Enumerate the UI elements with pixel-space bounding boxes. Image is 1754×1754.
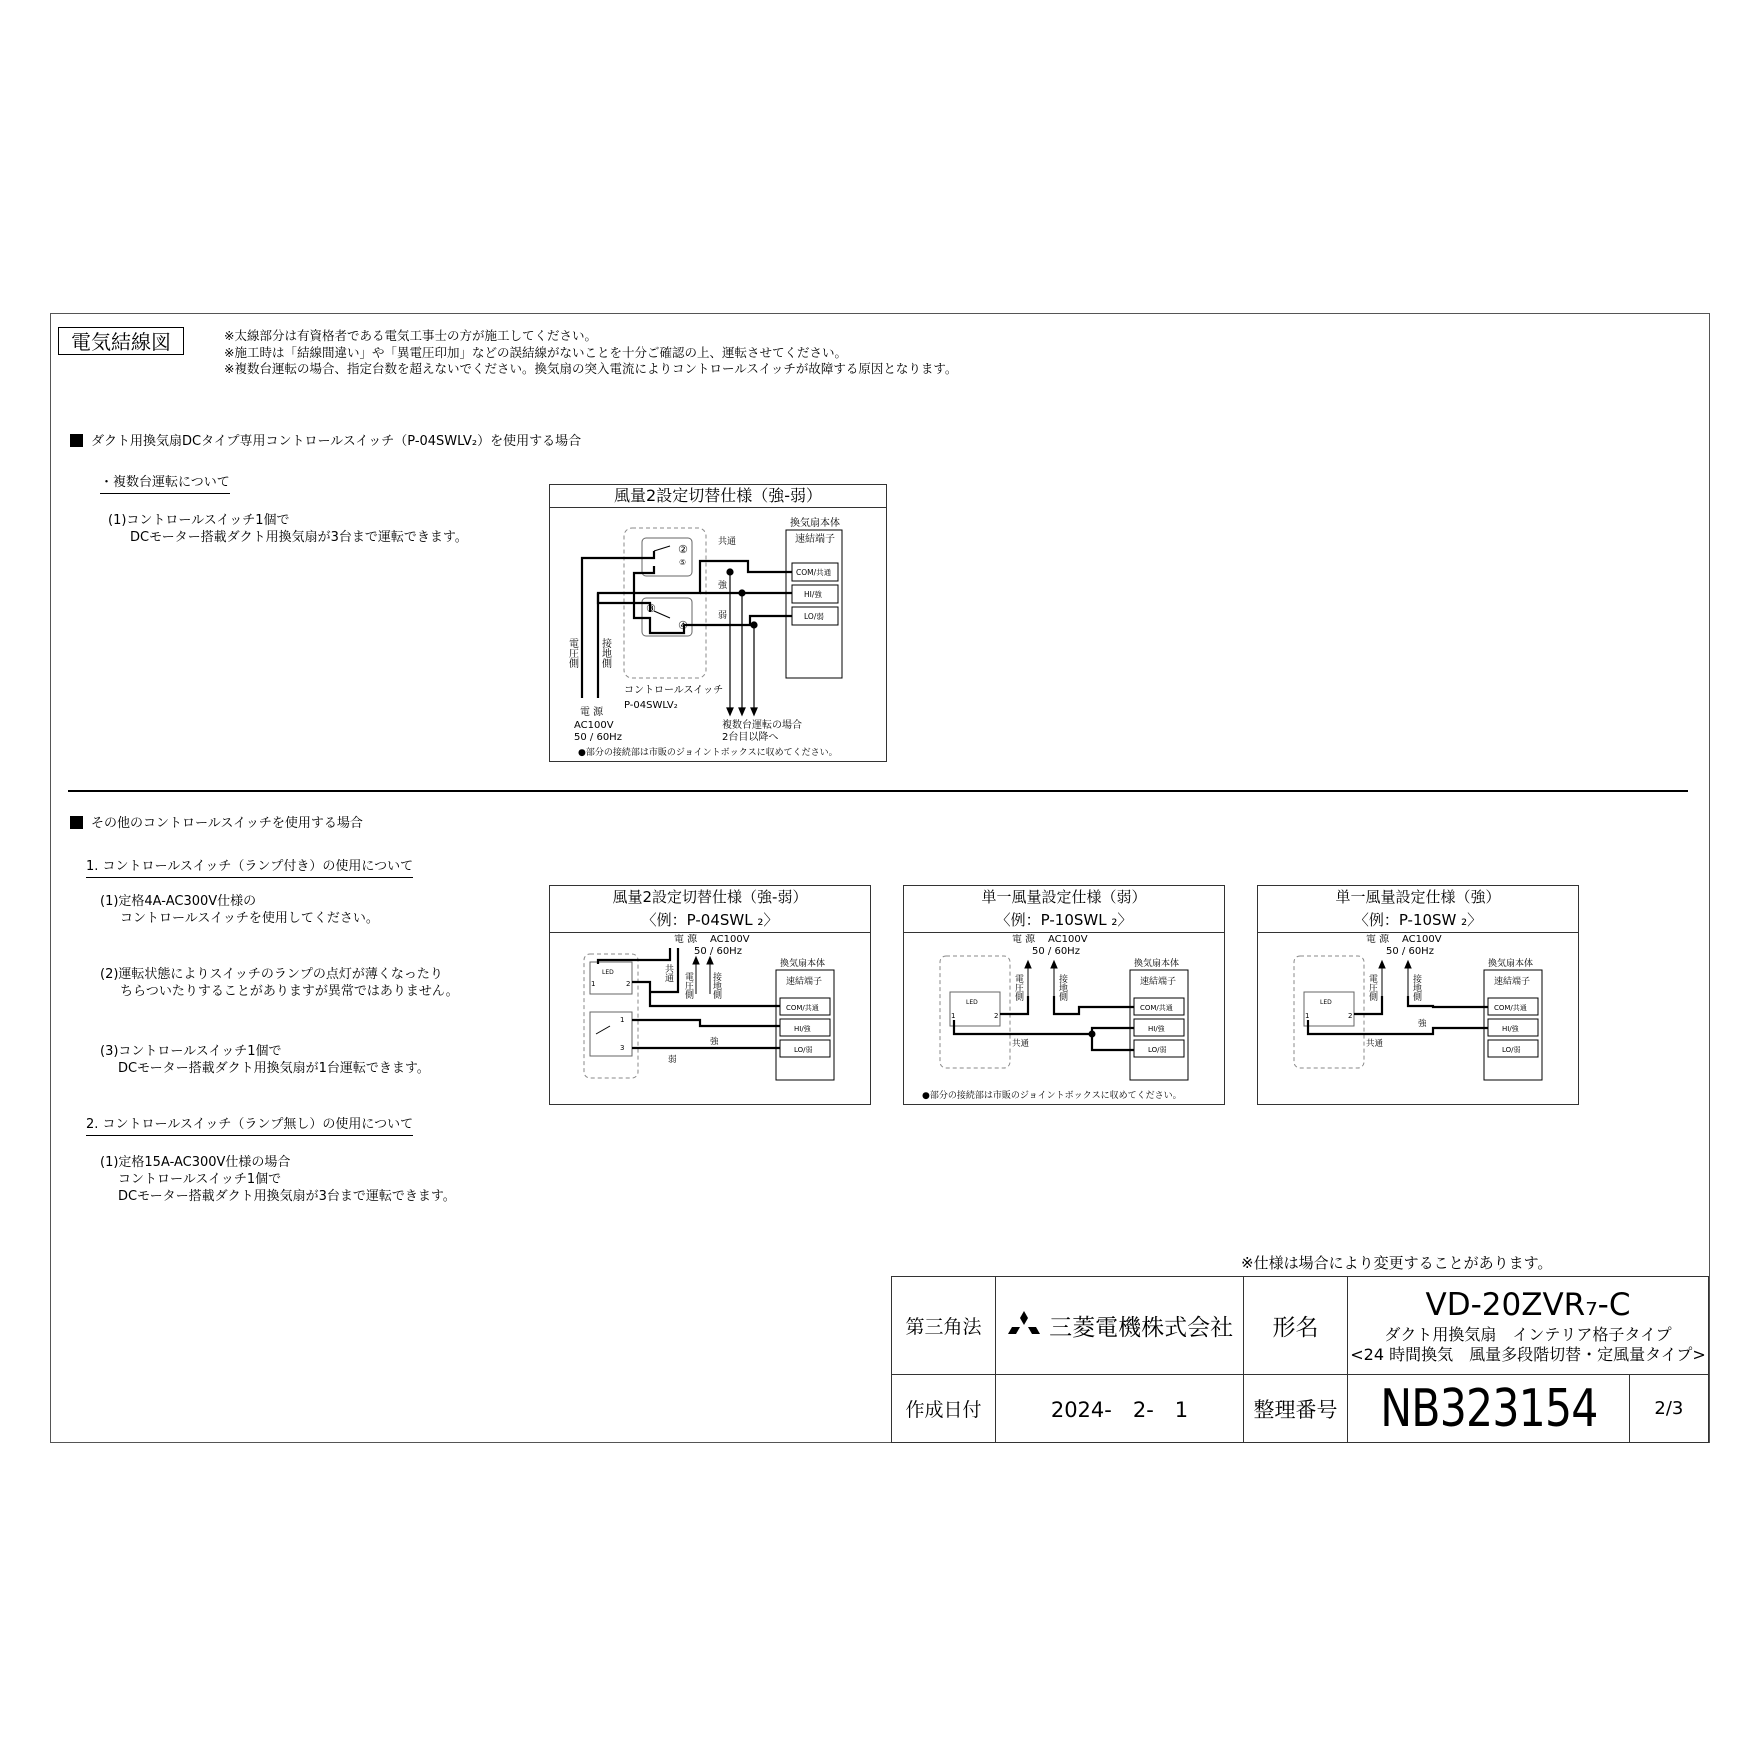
label-com: COM/共通	[1494, 1004, 1527, 1012]
switch-terminal-1: 1	[951, 1012, 956, 1020]
label-power: 電 源	[580, 707, 604, 718]
terminal-3: ③	[646, 602, 656, 615]
caution-notes	[224, 328, 957, 378]
diagram-footnote: ●部分の接続部は市販のジョイントボックスに収めてください。	[578, 748, 838, 758]
label-strong: 強	[718, 581, 728, 591]
label-hi: HI/強	[1148, 1025, 1165, 1033]
label-terminal: 速結端子	[795, 534, 835, 545]
label-switch-name: コントロールスイッチ	[624, 685, 724, 696]
drawing-frame	[50, 313, 1710, 1443]
diagram-p10swl2	[903, 885, 1225, 1105]
multi-unit-wires	[727, 569, 757, 715]
switch-block-upper	[590, 962, 632, 994]
label-multi-1: 複数台運転の場合	[722, 720, 802, 731]
label-fan-body: 換気扇本体	[1134, 959, 1180, 969]
company-cell: 三菱電機株式会社	[996, 1277, 1244, 1375]
section1-sub: ・複数台運転について	[100, 471, 230, 494]
model-desc-2: <24 時間換気 風量多段階切替・定風量タイプ>	[1350, 1344, 1706, 1364]
section2-sub2: 2. コントロールスイッチ（ランプ無し）の使用について	[86, 1113, 413, 1136]
section1-heading: ダクト用換気扇DCタイプ専用コントロールスイッチ（P-04SWLV₂）を使用する場合	[70, 430, 581, 449]
label-hi: HI/強	[804, 590, 822, 599]
label-ground-side: 接地側	[599, 638, 611, 668]
label-com: COM/共通	[1140, 1004, 1173, 1012]
model-cell	[1348, 1277, 1709, 1375]
date-cell: 2024- 2- 1	[996, 1375, 1244, 1443]
label-voltage-side: 電圧側	[1013, 974, 1023, 1001]
projection-cell: 第三角法	[892, 1277, 996, 1375]
section2-p3a: (3)コントロールスイッチ1個で	[100, 1044, 282, 1059]
label-com: COM/共通	[796, 568, 832, 577]
label-ground-side: 接地側	[1411, 974, 1421, 1001]
led-label: LED	[602, 969, 614, 976]
terminal-4: ④	[678, 619, 688, 632]
power-arrows	[693, 957, 713, 994]
wiring-svg	[904, 934, 1224, 1104]
thick-wires	[954, 996, 1134, 1050]
switch-terminal-1: 1	[1305, 1012, 1310, 1020]
switch-block	[950, 992, 1000, 1026]
label-hz: 50 / 60Hz	[694, 946, 742, 957]
section2-p2b: ちらついたりすることがありますが異常ではありません。	[120, 984, 459, 999]
spec-change-note: ※仕様は場合により変更することがあります。	[1241, 1254, 1553, 1272]
label-lo: LO/弱	[804, 612, 824, 621]
three-diamonds-logo-icon	[1006, 1311, 1042, 1341]
switch-contact-2	[654, 611, 670, 618]
page-title: 電気結線図	[58, 327, 184, 355]
label-power: 電 源	[674, 934, 698, 945]
diagram-p10sw2	[1257, 885, 1579, 1105]
switch-terminal-2: 2	[1348, 1012, 1353, 1020]
number-label-cell: 整理番号	[1244, 1375, 1348, 1443]
label-lo: LO/弱	[1148, 1046, 1167, 1054]
diagram-p04swlv2	[549, 484, 887, 762]
label-fan-body: 換気扇本体	[1488, 959, 1534, 969]
number-cell: NB323154	[1373, 1375, 1604, 1443]
switch-terminal-1: 1	[591, 980, 596, 988]
section-divider	[68, 790, 1688, 792]
switch-terminal-2: 2	[994, 1012, 999, 1020]
section2-q1c: DCモーター搭載ダクト用換気扇が3台まで運転できます。	[118, 1189, 456, 1204]
label-common: 共通	[663, 964, 673, 982]
label-strong: 強	[710, 1037, 719, 1047]
page-cell: 2/3	[1629, 1375, 1708, 1443]
power-arrows	[1379, 961, 1411, 996]
label-ground-side: 接地側	[1057, 974, 1067, 1001]
switch-contact-1	[654, 546, 670, 551]
label-common: 共通	[1012, 1039, 1030, 1049]
section2-q1b: コントロールスイッチ1個で	[118, 1172, 282, 1187]
label-ac: AC100V	[574, 720, 614, 731]
diagram-p04swl2	[549, 885, 871, 1105]
diagram-title: 単一風量設定仕様（強） 〈例：P-10SW ₂〉	[1258, 886, 1578, 933]
section2-p2a: (2)運転状態によりスイッチのランプの点灯が薄くなったり	[100, 967, 443, 982]
label-switch-model: P-04SWLV₂	[624, 700, 678, 711]
section2-p3b: DCモーター搭載ダクト用換気扇が1台運転できます。	[118, 1061, 430, 1076]
label-voltage-side: 電圧側	[566, 638, 578, 668]
terminal-5: ⑤	[679, 558, 687, 567]
diagram-footnote: ●部分の接続部は市販のジョイントボックスに収めてください。	[922, 1091, 1182, 1101]
label-multi-2: 2台目以降へ	[722, 732, 779, 743]
section1-para1: (1)コントロールスイッチ1個で	[108, 513, 290, 528]
label-terminal: 速結端子	[786, 977, 823, 987]
section1-para2: DCモーター搭載ダクト用換気扇が3台まで運転できます。	[130, 530, 468, 545]
label-ac: AC100V	[1402, 934, 1442, 945]
terminal-2: ②	[678, 543, 688, 556]
square-bullet-icon	[70, 434, 83, 447]
model-desc-1: ダクト用換気扇 インテリア格子タイプ	[1384, 1324, 1672, 1344]
thick-wires	[582, 551, 792, 698]
diagram-title: 風量2設定切替仕様（強-弱） 〈例：P-04SWL ₂〉	[550, 886, 870, 933]
wiring-svg	[550, 508, 886, 762]
label-ac: AC100V	[710, 934, 750, 945]
label-fan-body: 換気扇本体	[790, 518, 840, 529]
label-strong: 強	[1418, 1019, 1427, 1029]
switch-terminal-2: 2	[626, 980, 631, 988]
section2-q1a: (1)定格15A-AC300V仕様の場合	[100, 1155, 291, 1170]
label-hi: HI/強	[794, 1025, 811, 1033]
switch-terminal-1b: 1	[620, 1016, 625, 1024]
switch-contact	[596, 1026, 610, 1034]
section2-sub1: 1. コントロールスイッチ（ランプ付き）の使用について	[86, 855, 413, 878]
wiring-svg	[550, 934, 870, 1104]
section2-p1a: (1)定格4A-AC300V仕様の	[100, 894, 257, 909]
label-voltage-side: 電圧側	[683, 972, 693, 999]
label-hi: HI/強	[1502, 1025, 1519, 1033]
label-voltage-side: 電圧側	[1367, 974, 1377, 1001]
label-terminal: 速結端子	[1494, 977, 1531, 987]
type-label-cell: 形名	[1244, 1277, 1348, 1375]
label-weak: 弱	[668, 1055, 677, 1065]
switch-block	[1304, 992, 1354, 1026]
thick-wires	[1308, 996, 1488, 1034]
label-lo: LO/弱	[794, 1046, 813, 1054]
model-number: VD-20ZVR₇-C	[1425, 1287, 1631, 1324]
note-1: ※太線部分は有資格者である電気工事士の方が施工してください。	[224, 328, 597, 343]
wiring-svg	[1258, 934, 1578, 1104]
label-hz: 50 / 60Hz	[1386, 946, 1434, 957]
note-2: ※施工時は「結線間違い」や「異電圧印加」などの誤結線がないことを十分ご確認の上、運転させてください。	[224, 344, 847, 360]
label-hz: 50 / 60Hz	[574, 732, 622, 743]
label-common: 共通	[718, 537, 737, 547]
title-block	[891, 1276, 1709, 1443]
diagram-title: 風量2設定切替仕様（強-弱）	[550, 485, 886, 508]
label-weak: 弱	[718, 611, 728, 621]
square-bullet-icon	[70, 816, 83, 829]
label-ground-side: 接地側	[711, 972, 721, 999]
date-label-cell: 作成日付	[892, 1375, 996, 1443]
diagram-title: 単一風量設定仕様（弱） 〈例：P-10SWL ₂〉	[904, 886, 1224, 933]
label-power: 電 源	[1012, 934, 1036, 945]
fan-terminal-box	[786, 530, 842, 678]
section2-heading: その他のコントロールスイッチを使用する場合	[70, 812, 363, 831]
section2-p1b: コントロールスイッチを使用してください。	[120, 911, 379, 926]
note-3: ※複数台運転の場合、指定台数を超えないでください。換気扇の突入電流によりコントロールスイッチが故障する原因となります。	[224, 361, 958, 376]
label-lo: LO/弱	[1502, 1046, 1521, 1054]
label-terminal: 速結端子	[1140, 977, 1177, 987]
label-power: 電 源	[1366, 934, 1390, 945]
led-label: LED	[966, 999, 978, 1006]
label-hz: 50 / 60Hz	[1032, 946, 1080, 957]
label-com: COM/共通	[786, 1004, 819, 1012]
led-label: LED	[1320, 999, 1332, 1006]
label-fan-body: 換気扇本体	[780, 959, 826, 969]
label-common: 共通	[1366, 1039, 1384, 1049]
label-ac: AC100V	[1048, 934, 1088, 945]
switch-terminal-3: 3	[620, 1044, 625, 1052]
